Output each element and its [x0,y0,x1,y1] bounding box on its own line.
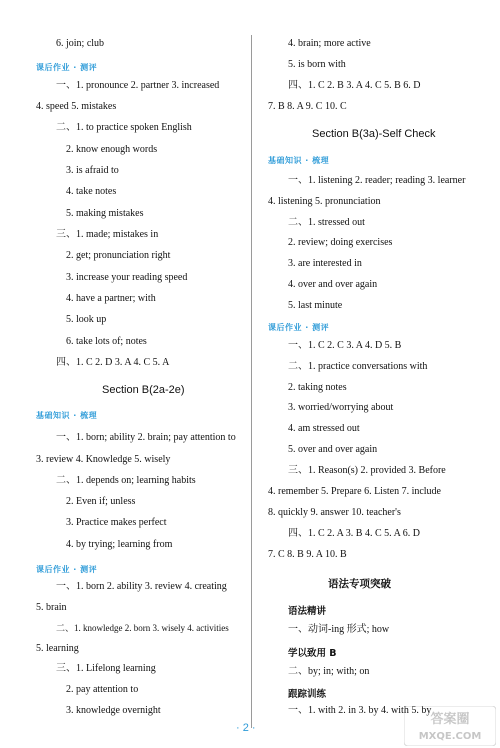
answer-line: 4. listening 5. pronunciation [268,196,381,207]
answer-line: 4. am stressed out [288,423,360,434]
watermark-url: MXQE.COM [418,731,482,742]
answer-line: 2. taking notes [288,382,347,393]
answer-line: 一、1. C 2. C 3. A 4. D 5. B [288,340,402,351]
answer-line: 5. over and over again [288,444,378,455]
answer-line: 2. get; pronunciation right [66,250,171,261]
answer-line: 三、1. Reason(s) 2. provided 3. Before [288,465,446,476]
page-number: · 2 · [236,722,256,734]
answer-line: 二、1. stressed out [288,217,365,228]
section-title: Section B(2a-2e) [102,384,185,396]
answer-line: 四、1. C 2. A 3. B 4. C 5. A 6. D [288,528,420,539]
answer-line: 三、1. Lifelong learning [56,663,156,674]
answer-line: 一、1. pronounce 2. partner 3. increased [56,80,220,91]
watermark-text: 答案圈 [430,712,470,727]
answer-line: 5. brain [36,602,67,613]
answer-line: 3. worried/worrying about [288,402,394,413]
answer-line: 3. are interested in [288,258,362,269]
answer-line: 四、1. C 2. B 3. A 4. C 5. B 6. D [288,80,421,91]
answer-line: 5. look up [66,314,107,325]
answer-line: 4. take notes [66,186,117,197]
answer-line: 3. increase your reading speed [66,272,188,283]
answer-line: 四、1. C 2. D 3. A 4. C 5. A [56,357,170,368]
grammar-subheading: 跟踪训练 [288,689,327,700]
column-divider [251,35,252,728]
grammar-section-title: 语法专项突破 [328,578,391,590]
answer-line: 4. have a partner; with [66,293,156,304]
section-tag: 课后作业 · 测评 [36,63,98,72]
answer-line: 3. review 4. Knowledge 5. wisely [36,454,171,465]
answer-line: 3. is afraid to [66,165,119,176]
answer-line: 二、1. practice conversations with [288,361,428,372]
grammar-subheading: 语法精讲 [288,606,327,617]
answer-line: 2. know enough words [66,144,158,155]
section-title: Section B(3a)-Self Check [312,128,436,140]
answer-line: 2. Even if; unless [66,496,136,507]
answer-line: 一、1. listening 2. reader; reading 3. learner [288,175,466,186]
answer-line: 5. is born with [288,59,346,70]
answer-line: 4. by trying; learning from [66,539,173,550]
answer-line: 一、1. with 2. in 3. by 4. with 5. by [288,705,432,716]
answer-line: 二、1. to practice spoken English [56,122,192,133]
answer-line: 6. take lots of; notes [66,336,147,347]
answer-line: 6. join; club [56,38,105,49]
grammar-subheading: 学以致用 B [288,648,337,659]
section-tag: 课后作业 · 测评 [36,565,98,574]
answer-line: 5. last minute [288,300,343,311]
answer-line: 一、1. born 2. ability 3. review 4. creating [56,581,227,592]
answer-line: 5. learning [36,643,79,654]
section-tag: 课后作业 · 测评 [268,323,330,332]
answer-line: 5. making mistakes [66,208,144,219]
section-tag: 基础知识 · 梳理 [268,156,330,165]
answer-line: 8. quickly 9. answer 10. teacher's [268,507,401,518]
watermark-logo [404,706,496,746]
answer-line: 一、动词-ing 形式; how [288,624,390,635]
answer-line: 二、1. depends on; learning habits [56,475,196,486]
answer-line: 7. B 8. A 9. C 10. C [268,101,347,112]
answer-line: 3. Practice makes perfect [66,517,167,528]
answer-line: 4. over and over again [288,279,378,290]
section-tag: 基础知识 · 梳理 [36,411,98,420]
answer-line: 7. C 8. B 9. A 10. B [268,549,347,560]
answer-line: 4. remember 5. Prepare 6. Listen 7. include [268,486,441,497]
answer-line: 3. knowledge overnight [66,705,161,716]
answer-line: 二、by; in; with; on [288,666,370,677]
answer-line: 三、1. made; mistakes in [56,229,159,240]
answer-line: 二、1. knowledge 2. born 3. wisely 4. activities [56,623,229,633]
answer-line: 4. brain; more active [288,38,371,49]
answer-line: 一、1. born; ability 2. brain; pay attention to [56,432,236,443]
answer-line: 4. speed 5. mistakes [36,101,117,112]
answer-line: 2. review; doing exercises [288,237,393,248]
answer-line: 2. pay attention to [66,684,139,695]
